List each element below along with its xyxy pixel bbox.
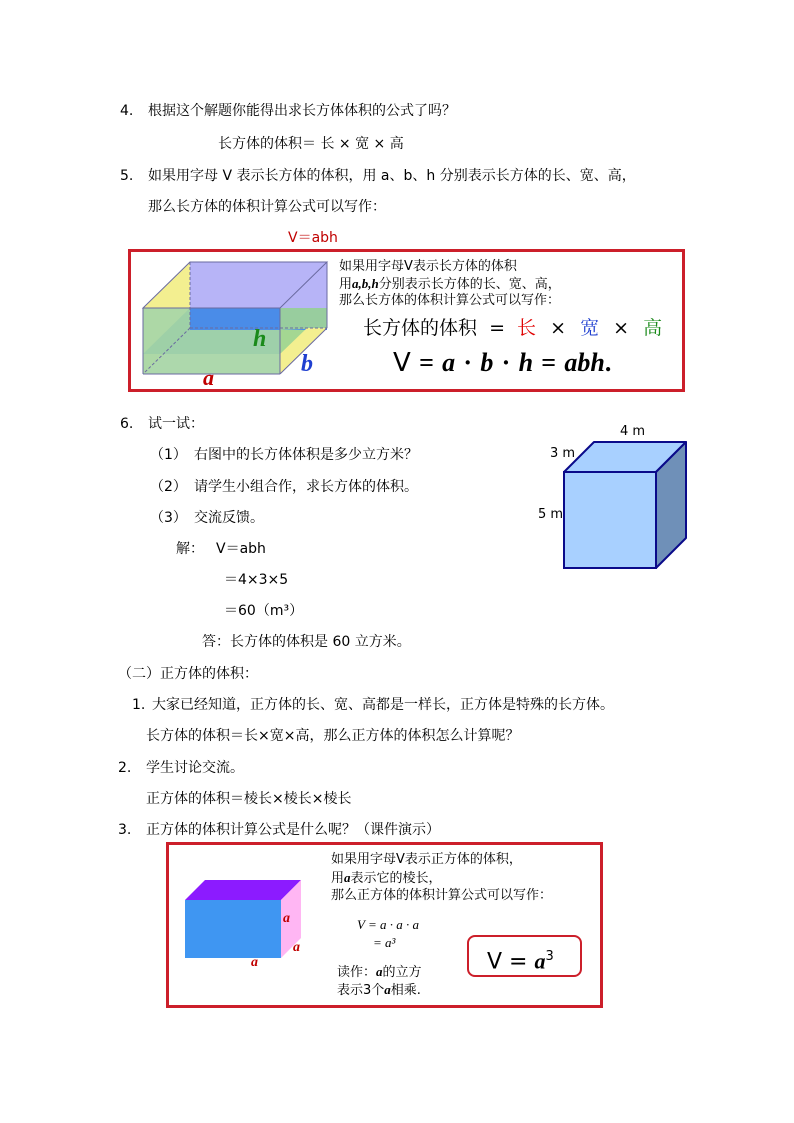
q6-s3: 交流反馈。: [194, 510, 264, 526]
cube-formula-panel: [166, 842, 603, 1008]
section2-heading: （二）正方体的体积：: [118, 666, 258, 682]
box2-text2-pre: 用: [331, 871, 345, 886]
solution-line3: ＝60（m³）: [224, 603, 304, 619]
sym-eq-2: =: [541, 348, 557, 377]
label-h: h: [253, 326, 267, 352]
box2-formula-line1: V = a · a · a: [357, 917, 419, 932]
word-times-1: ×: [550, 317, 567, 339]
p1-line2: 长方体的体积＝长×宽×高，那么正方体的体积怎么计算呢？: [146, 728, 520, 744]
q6-s1: 右图中的长方体体积是多少立方米？: [194, 447, 418, 463]
sym-abh: abh: [564, 348, 605, 377]
word-chang: 长: [517, 317, 537, 339]
cube-label-a-side: a: [283, 911, 290, 926]
read1-post: 的立方: [382, 965, 422, 980]
p3-text: 正方体的体积计算公式是什么呢？（课件演示）: [146, 822, 440, 838]
dim-label-top: 4 m: [620, 424, 646, 439]
q5-line2: 那么长方体的体积计算公式可以写作：: [148, 199, 386, 215]
box1-text3: 那么长方体的体积计算公式可以写作：: [339, 293, 561, 308]
cube-label-a-right: a: [293, 940, 300, 955]
box2-text2: [331, 869, 442, 888]
cube-formula-highlight: [467, 935, 582, 977]
sym-period: .: [604, 348, 612, 377]
dim-label-side: 3 m: [550, 446, 576, 461]
solution-answer: 答：长方体的体积是 60 立方米。: [202, 634, 411, 650]
read1-pre: 读作：: [337, 965, 377, 980]
read2-var: a: [384, 982, 391, 997]
q5-line1: 如果用字母 V 表示长方体的体积，用 a、b、h 分别表示长方体的长、宽、高，: [148, 168, 636, 184]
read2-pre: 表示3个: [337, 983, 385, 998]
box1-text2-vars: a,b,h: [352, 276, 379, 291]
box2-text2-post: 表示它的棱长，: [350, 871, 442, 886]
p1-line1: 大家已经知道，正方体的长、宽、高都是一样长，正方体是特殊的长方体。: [152, 697, 614, 713]
dim-label-height: 5 m: [538, 507, 564, 522]
word-formula-lhs: 长方体的体积: [363, 317, 478, 339]
q4-formula: 长方体的体积＝ 长 × 宽 × 高: [218, 136, 404, 152]
cube-label-a-bottom: a: [251, 955, 258, 970]
box1-text2-post: 分别表示长方体的长、宽、高，: [378, 277, 561, 292]
word-times-2: ×: [613, 317, 630, 339]
big-exponent: 3: [545, 949, 554, 964]
q4-number: 4.: [120, 103, 134, 119]
solution-line2: ＝4×3×5: [224, 572, 289, 588]
p3-number: 3.: [118, 822, 132, 838]
q4-text: 根据这个解题你能得出求长方体体积的公式了吗？: [148, 103, 456, 119]
word-kuan: 宽: [580, 317, 600, 339]
box2-text1: 如果用字母V表示正方体的体积，: [331, 852, 522, 867]
box1-symbol-formula: [393, 348, 611, 378]
box2-read-line2: [337, 981, 421, 1000]
sym-v: V: [393, 348, 411, 378]
p1-number: 1.: [132, 697, 146, 713]
solution-line1: V＝abh: [216, 541, 266, 557]
cube-big-formula: [487, 943, 554, 976]
big-v: V =: [487, 949, 528, 975]
word-gao: 高: [643, 317, 663, 339]
box1-text2-pre: 用: [339, 277, 353, 292]
q6-s1-number: （1）: [150, 447, 187, 463]
q6-s2: 请学生小组合作，求长方体的体积。: [194, 479, 418, 495]
q6-title: 试一试：: [148, 416, 204, 432]
sym-b: b: [480, 348, 494, 377]
read2-post: 相乘.: [390, 983, 421, 998]
box2-text3: 那么正方体的体积计算公式可以写作：: [331, 888, 553, 903]
sym-dot-1: ·: [463, 348, 473, 377]
q6-s3-number: （3）: [150, 510, 187, 526]
sym-a: a: [442, 348, 456, 377]
q6-s2-number: （2）: [150, 479, 187, 495]
box1-word-formula: [363, 316, 662, 340]
label-b: b: [301, 351, 313, 377]
p2-number: 2.: [118, 760, 132, 776]
cuboid-formula-panel: [128, 249, 685, 392]
q6-number: 6.: [120, 416, 134, 432]
big-a: a: [534, 948, 546, 974]
read1-var: a: [376, 964, 383, 979]
box2-text2-var: a: [344, 870, 351, 885]
sym-dot-2: ·: [501, 348, 511, 377]
q5-answer: V＝abh: [288, 230, 338, 246]
word-formula-eq: =: [489, 317, 505, 339]
sym-eq-1: =: [419, 348, 434, 377]
box1-text2: [339, 275, 561, 293]
p2-title: 学生讨论交流。: [146, 760, 244, 776]
box2-formula-line2: = a³: [373, 935, 396, 950]
p2-text: 正方体的体积＝棱长×棱长×棱长: [146, 791, 352, 807]
box1-text1: 如果用字母V表示长方体的体积: [339, 259, 517, 274]
blue-cuboid-illustration: [560, 438, 690, 572]
q5-number: 5.: [120, 168, 134, 184]
box2-read-line1: [337, 963, 422, 982]
solution-label: 解：: [176, 541, 204, 557]
sym-h: h: [518, 348, 534, 377]
label-a: a: [203, 365, 214, 390]
